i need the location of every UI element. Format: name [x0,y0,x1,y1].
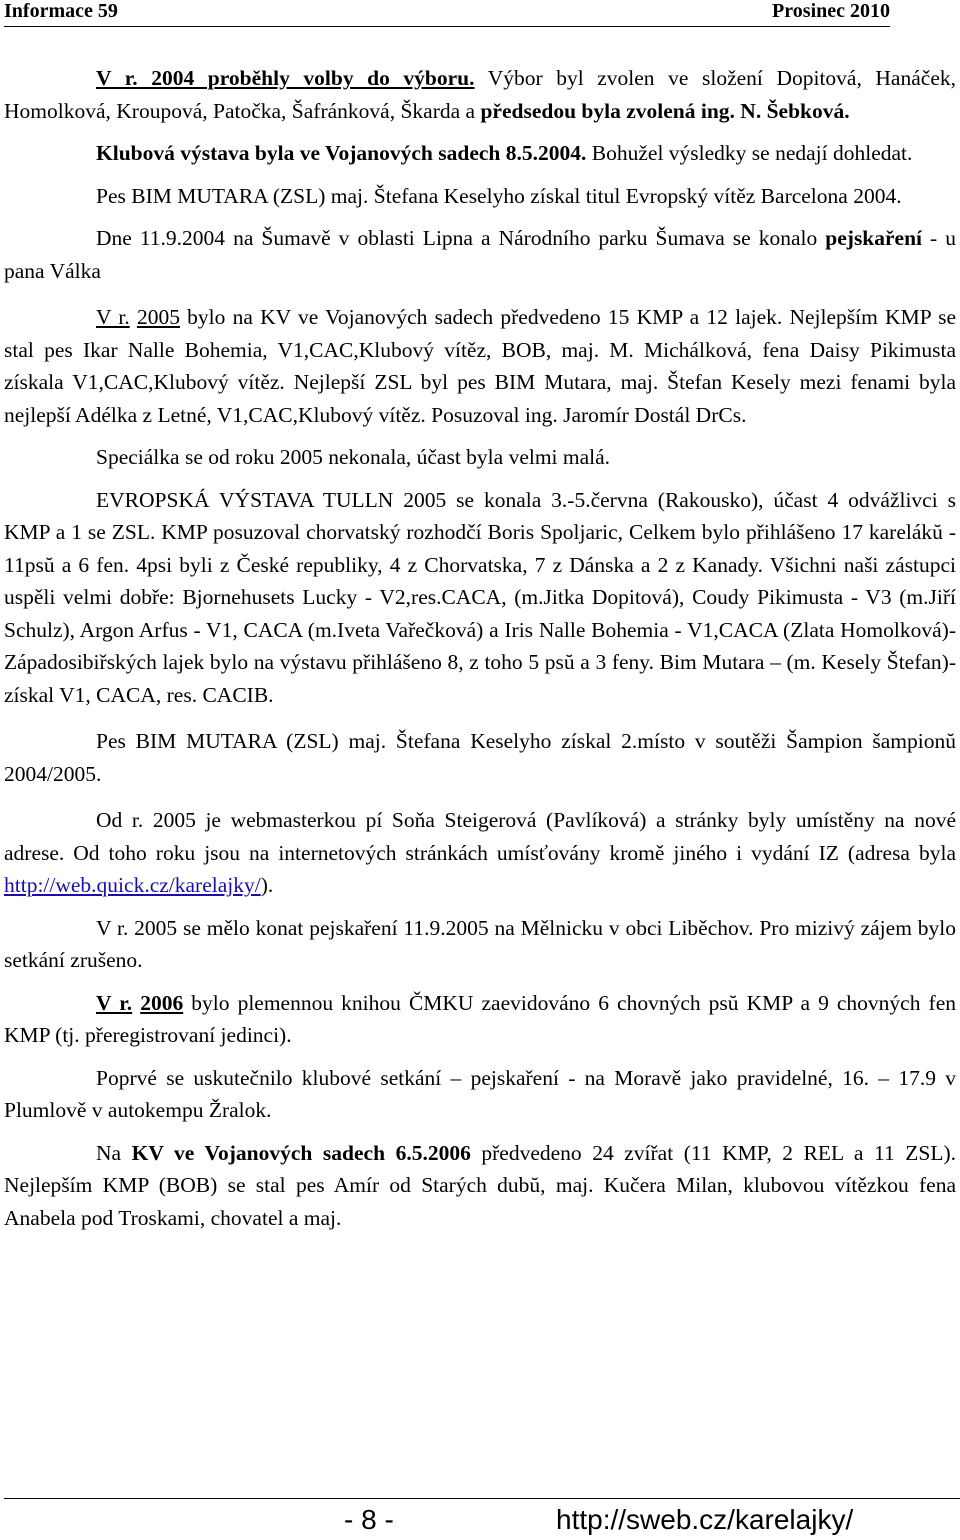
paragraph-sumava-meeting: Dne 11.9.2004 na Šumavě v oblasti Lipna a Národního parku Šumava se konalo pejskaření - u pana Válka [4,226,956,283]
page-header [4,0,890,27]
article-body [4,62,956,1234]
paragraph-liberchov-cancelled: V r. 2005 se mělo konat pejskaření 11.9.2005 na Mělnicku v obci Liběchov. Pro mizivý zájem bylo setkání zrušeno. [4,915,956,972]
paragraph-moravia-meeting: Poprvé se uskutečnilo klubové setkání – pejskaření - na Moravě jako pravidelné, 16. – 17.9 v Plumlově v autokempu Žralok. [4,1065,956,1122]
paragraph-tulln-2005: EVROPSKÁ VÝSTAVA TULLN 2005 se konala 3.-5.června (Rakousko), účast 4 odvážlivci s KMP a 1 se ZSL. KMP posuzoval chorvatský rozhodčí Boris Spoljaric, Celkem bylo přihlášeno 17 karelákŭ - 11psŭ a 6 fen. 4psi byli z České republiky, 4 z Chorvatska, 7 z Dánska a 2 z Kanady. Všichni naši zástupci uspěli velmi dobře: Bjornehusets Lucky - V2,res.CACA, (m.Jitka Dopitová), Coudy Pikimusta - V3 (m.Jiří Schulz), Argon Arfus - V1, CACA (m.Iveta Vařečková) a Iris Nalle Bohemia - V1,CACA (Zlata Homolková)- Západosibiřských lajek bylo na výstavu přihlášeno 8, z toho 5 psŭ a 3 feny. Bim Mutara – (m. Kesely Štefan)- získal V1, CACA, res. CACIB. [4,487,956,707]
newsletter-date: Prosinec 2010 [772,0,890,22]
paragraph-kv-2005: V r. 2005 bylo na KV ve Vojanových sadech předvedeno 15 KMP a 12 lajek. Nejlepším KMP se stal pes Ikar Nalle Bohemia, V1,CAC,Klubový vítěz, BOB, maj. M. Michálková, fena Daisy Pikimusta získala V1,CAC,Klubový vítěz. Nejlepší ZSL byl pes BIM Mutara, maj. Štefan Kesely mezi fenami byla nejlepší Adélka z Letné, V1,CAC,Klubový vítěz. Posuzoval ing. Jaromír Dostál DrCs. [4,305,956,427]
paragraph-special-show-2005: Speciálka se od roku 2005 nekonala, účast byla velmi malá. [96,445,611,469]
elections-lead: V r. 2004 proběhly volby do výboru. [96,66,475,90]
page-number: - 8 - [344,1504,394,1535]
newsletter-issue: Informace 59 [4,0,118,22]
paragraph-bim-mutara-barcelona: Pes BIM MUTARA (ZSL) maj. Štefana Keselyho získal titul Evropský vítěz Barcelona 2004. [96,183,902,208]
paragraph-club-show-2004: Klubová výstava byla ve Vojanových sadech 8.5.2004. Bohužel výsledky se nedají dohledat. [96,141,913,165]
paragraph-webmaster: Od r. 2005 je webmasterkou pí Soňa Steigerová (Pavlíková) a stránky byly umístěny na nové adrese. Od toho roku jsou na internetových stránkách umísťovány kromě jiného i vydání IZ (adresa byla http://web.quick.cz/karelajky/). [4,808,956,897]
paragraph-kv-2006: Na KV ve Vojanových sadech 6.5.2006 předvedeno 24 zvířat (11 KMP, 2 REL a 11 ZSL). Nejlepším KMP (BOB) se stal pes Amír od Starých dubŭ, maj. Kučera Milan, klubovou vítězkou fena Anabela pod Troskami, chovatel a maj. [4,1140,956,1230]
paragraph-champion-of-champions: Pes BIM MUTARA (ZSL) maj. Štefana Keselyho získal 2.místo v soutěži Šampion šampionŭ 2004/2005. [4,729,956,786]
paragraph-2004-elections: V r. 2004 proběhly volby do výboru. Výbor byl zvolen ve složení Dopitová, Hanáček, Homolková, Kroupová, Patočka, Šafránková, Škarda a předsedou byla zvolená ing. N. Šebková. [4,66,956,123]
page-footer [4,1498,960,1540]
paragraph-2006-registry: V r. 2006 bylo plemennou knihou ČMKU zaevidováno 6 chovných psŭ KMP a 9 chovných fen KMP (tj. přeregistrovaní jedinci). [4,990,956,1047]
karelajky-web-link[interactable]: http://web.quick.cz/karelajky/ [4,873,261,897]
footer-url: http://sweb.cz/karelajky/ [556,1504,854,1535]
